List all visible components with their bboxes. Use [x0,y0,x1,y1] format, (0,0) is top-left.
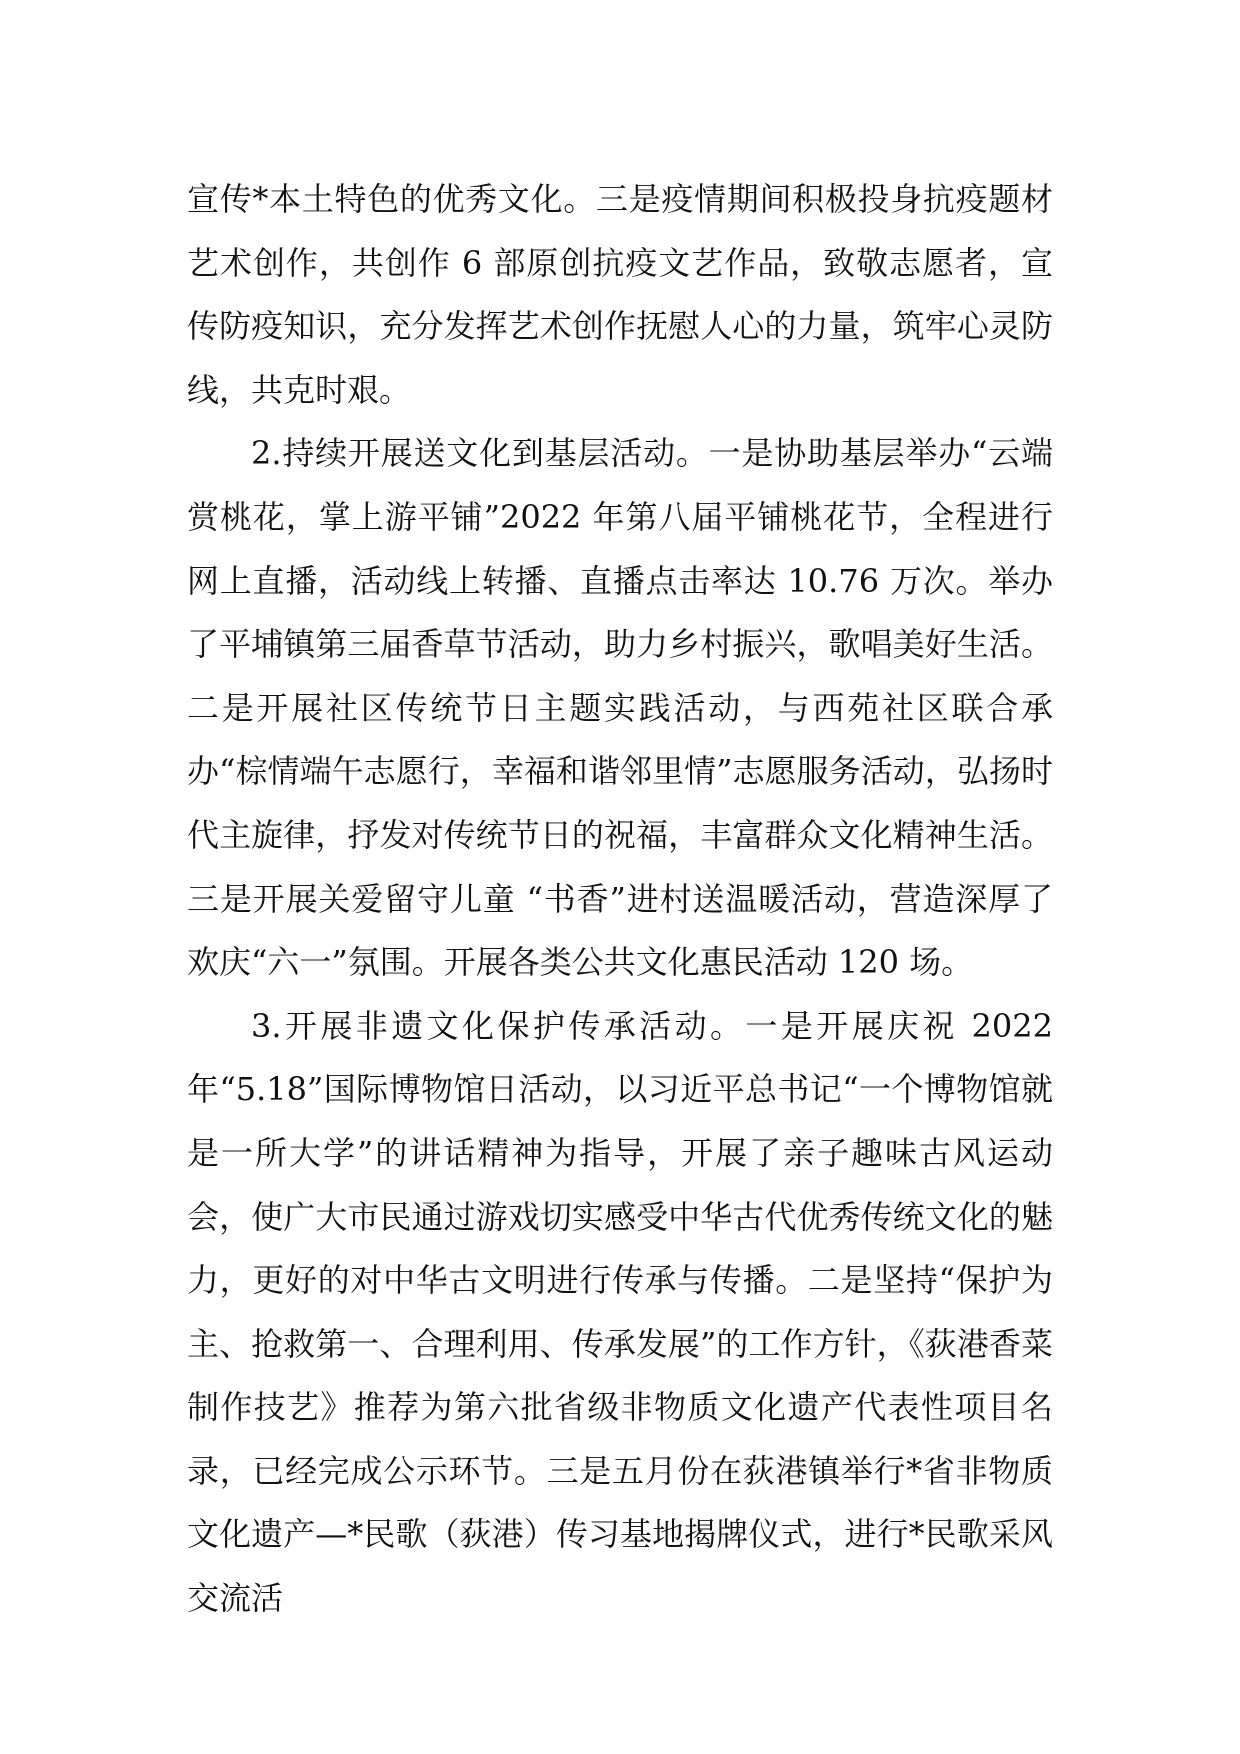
paragraph-2: 2.持续开展送文化到基层活动。一是协助基层举办“云端赏桃花，掌上游平铺”2022 年第八届平铺桃花节，全程进行网上直播，活动线上转播、直播点击率达 10.76 万次。举办了平埔镇第三届香草节活动，助力乡村振兴，歌唱美好生活。二是开展社区传统节日主题实践活动，与西苑社区联合承办“棕情端午志愿行，幸福和谐邻里情”志愿服务活动，弘扬时代主旋律，抒发对传统节日的祝福，丰富群众文化精神生活。三是开展关爱留守儿童 “书香”进村送温暖活动，营造深厚了欢庆“六一”氛围。开展各类公共文化惠民活动 120 场。 [187,434,1053,982]
paragraph-1: 宣传*本土特色的优秀文化。三是疫情期间积极投身抗疫题材艺术创作，共创作 6 部原创抗疫文艺作品，致敬志愿者，宣传防疫知识，充分发挥艺术创作抚慰人心的力量，筑牢心灵防线，共克时艰。 [187,180,1053,409]
paragraph-3: 3.开展非遗文化保护传承活动。一是开展庆祝 2022 年“5.18”国际博物馆日活动，以习近平总书记“一个博物馆就是一所大学”的讲话精神为指导，开展了亲子趣味古风运动会，使广大市民通过游戏切实感受中华古代优秀传统文化的魅力，更好的对中华古文明进行传承与传播。二是坚持“保护为主、抢救第一、合理利用、传承发展”的工作方针，《荻港香菜制作技艺》推荐为第六批省级非物质文化遗产代表性项目名录，已经完成公示环节。三是五月份在荻港镇举行*省非物质文化遗产—*民歌（荻港）传习基地揭牌仪式，进行*民歌采风交流活 [187,1006,1053,1618]
document-body [187,168,1053,1631]
